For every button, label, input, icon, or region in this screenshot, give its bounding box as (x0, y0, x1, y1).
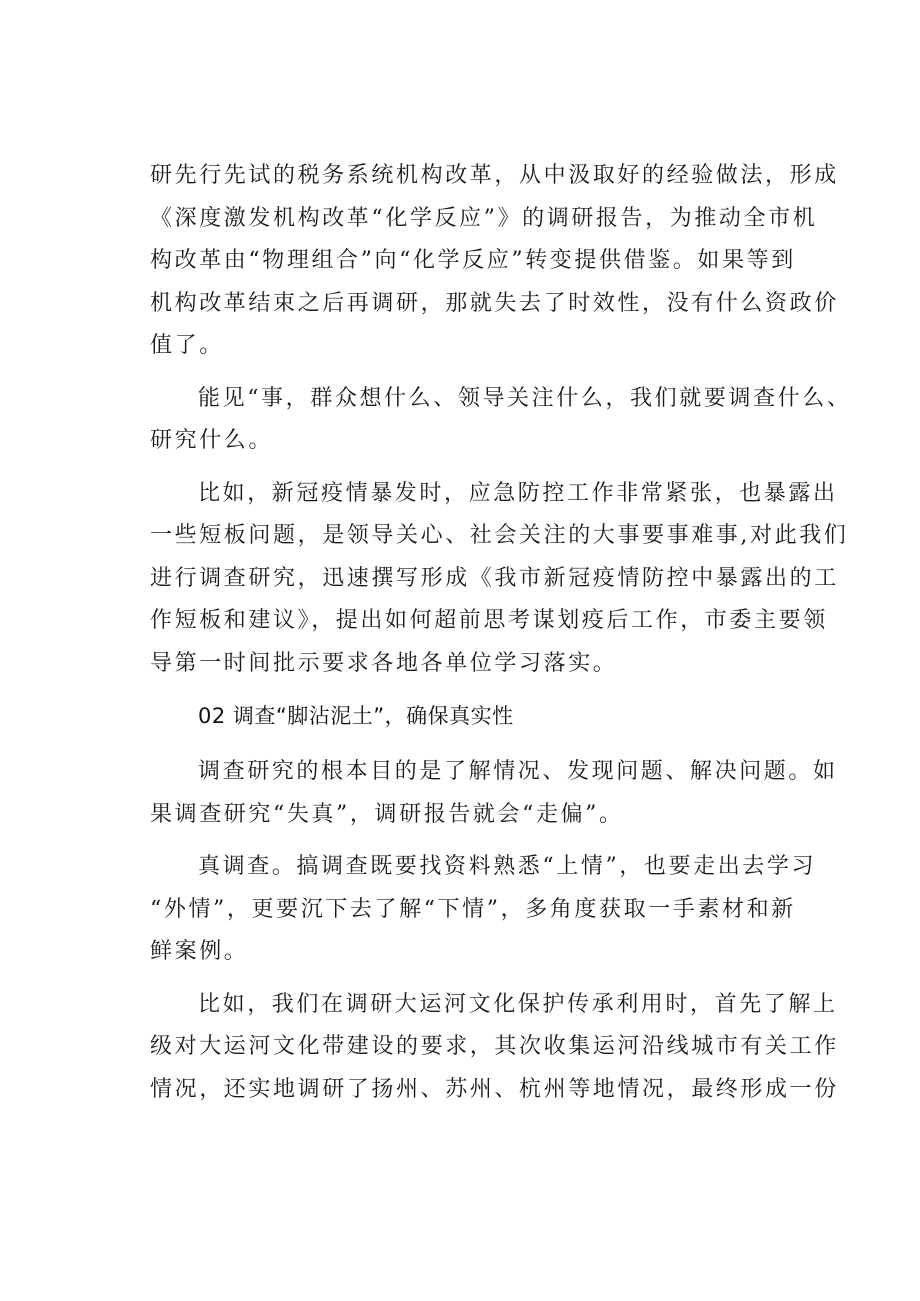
paragraph (150, 378, 852, 463)
section-heading: 02 调查“脚沾泥土”，确保真实性 (198, 704, 514, 728)
text-line: 研先行先试的税务系统机构改革，从中汲取好的经验做法，形成 (150, 163, 839, 188)
text-line: 机构改革结束之后再调研，那就失去了时效性，没有什么资政价 (150, 290, 839, 316)
text-line: 情况，还实地调研了扬州、苏州、杭州等地情况，最终形成一份 (150, 1076, 839, 1102)
text-line: 比如，新冠疫情暴发时，应急防控工作非常紧张，也暴露出 (198, 480, 838, 506)
text-line: 构改革由“物理组合”向“化学反应”转变提供借鉴。如果等到 (150, 248, 796, 273)
text-line: 级对大运河文化带建设的要求，其次收集运河沿线城市有关工作 (150, 1034, 839, 1059)
text-line: 果调查研究“失真”，调研报告就会“走偏”。 (150, 801, 624, 827)
text-line: 作短板和建议》，提出如何超前思考谋划疫后工作，市委主要领 (150, 608, 828, 633)
paragraph (150, 751, 838, 836)
paragraph (150, 984, 839, 1112)
paragraph (150, 846, 817, 974)
text-line: 比如，我们在调研大运河文化保护传承利用时，首先了解上 (198, 991, 838, 1017)
text-line: 值了。 (150, 333, 224, 358)
text-line: 导第一时间批示要求各地各单位学习落实。 (150, 650, 618, 676)
text-line: 调查研究的根本目的是了解情况、发现问题、解决问题。如 (198, 759, 838, 784)
text-line: “外情”，更要沉下去了解“下情”，多角度获取一手素材和新 (150, 896, 796, 922)
text-line: 研究什么。 (150, 428, 274, 453)
text-line: 一些短板问题，是领导关心、社会关注的大事要事难事,对此我们 (150, 523, 849, 548)
text-line: 进行调查研究，迅速撰写形成《我市新冠疫情防控中暴露出的工 (150, 565, 839, 591)
text-line: 能见“事，群众想什么、领导关注什么，我们就要调查什么、 (198, 385, 852, 411)
text-line: 《深度激发机构改革“化学反应”》的调研报告，为推动全市机 (150, 205, 818, 231)
text-line: 鲜案例。 (150, 939, 249, 964)
document-body (150, 155, 852, 1111)
paragraph (150, 155, 839, 368)
text-line: 真调查。搞调查既要找资料熟悉“上情”，也要走出去学习 (198, 854, 817, 879)
paragraph (150, 473, 849, 686)
